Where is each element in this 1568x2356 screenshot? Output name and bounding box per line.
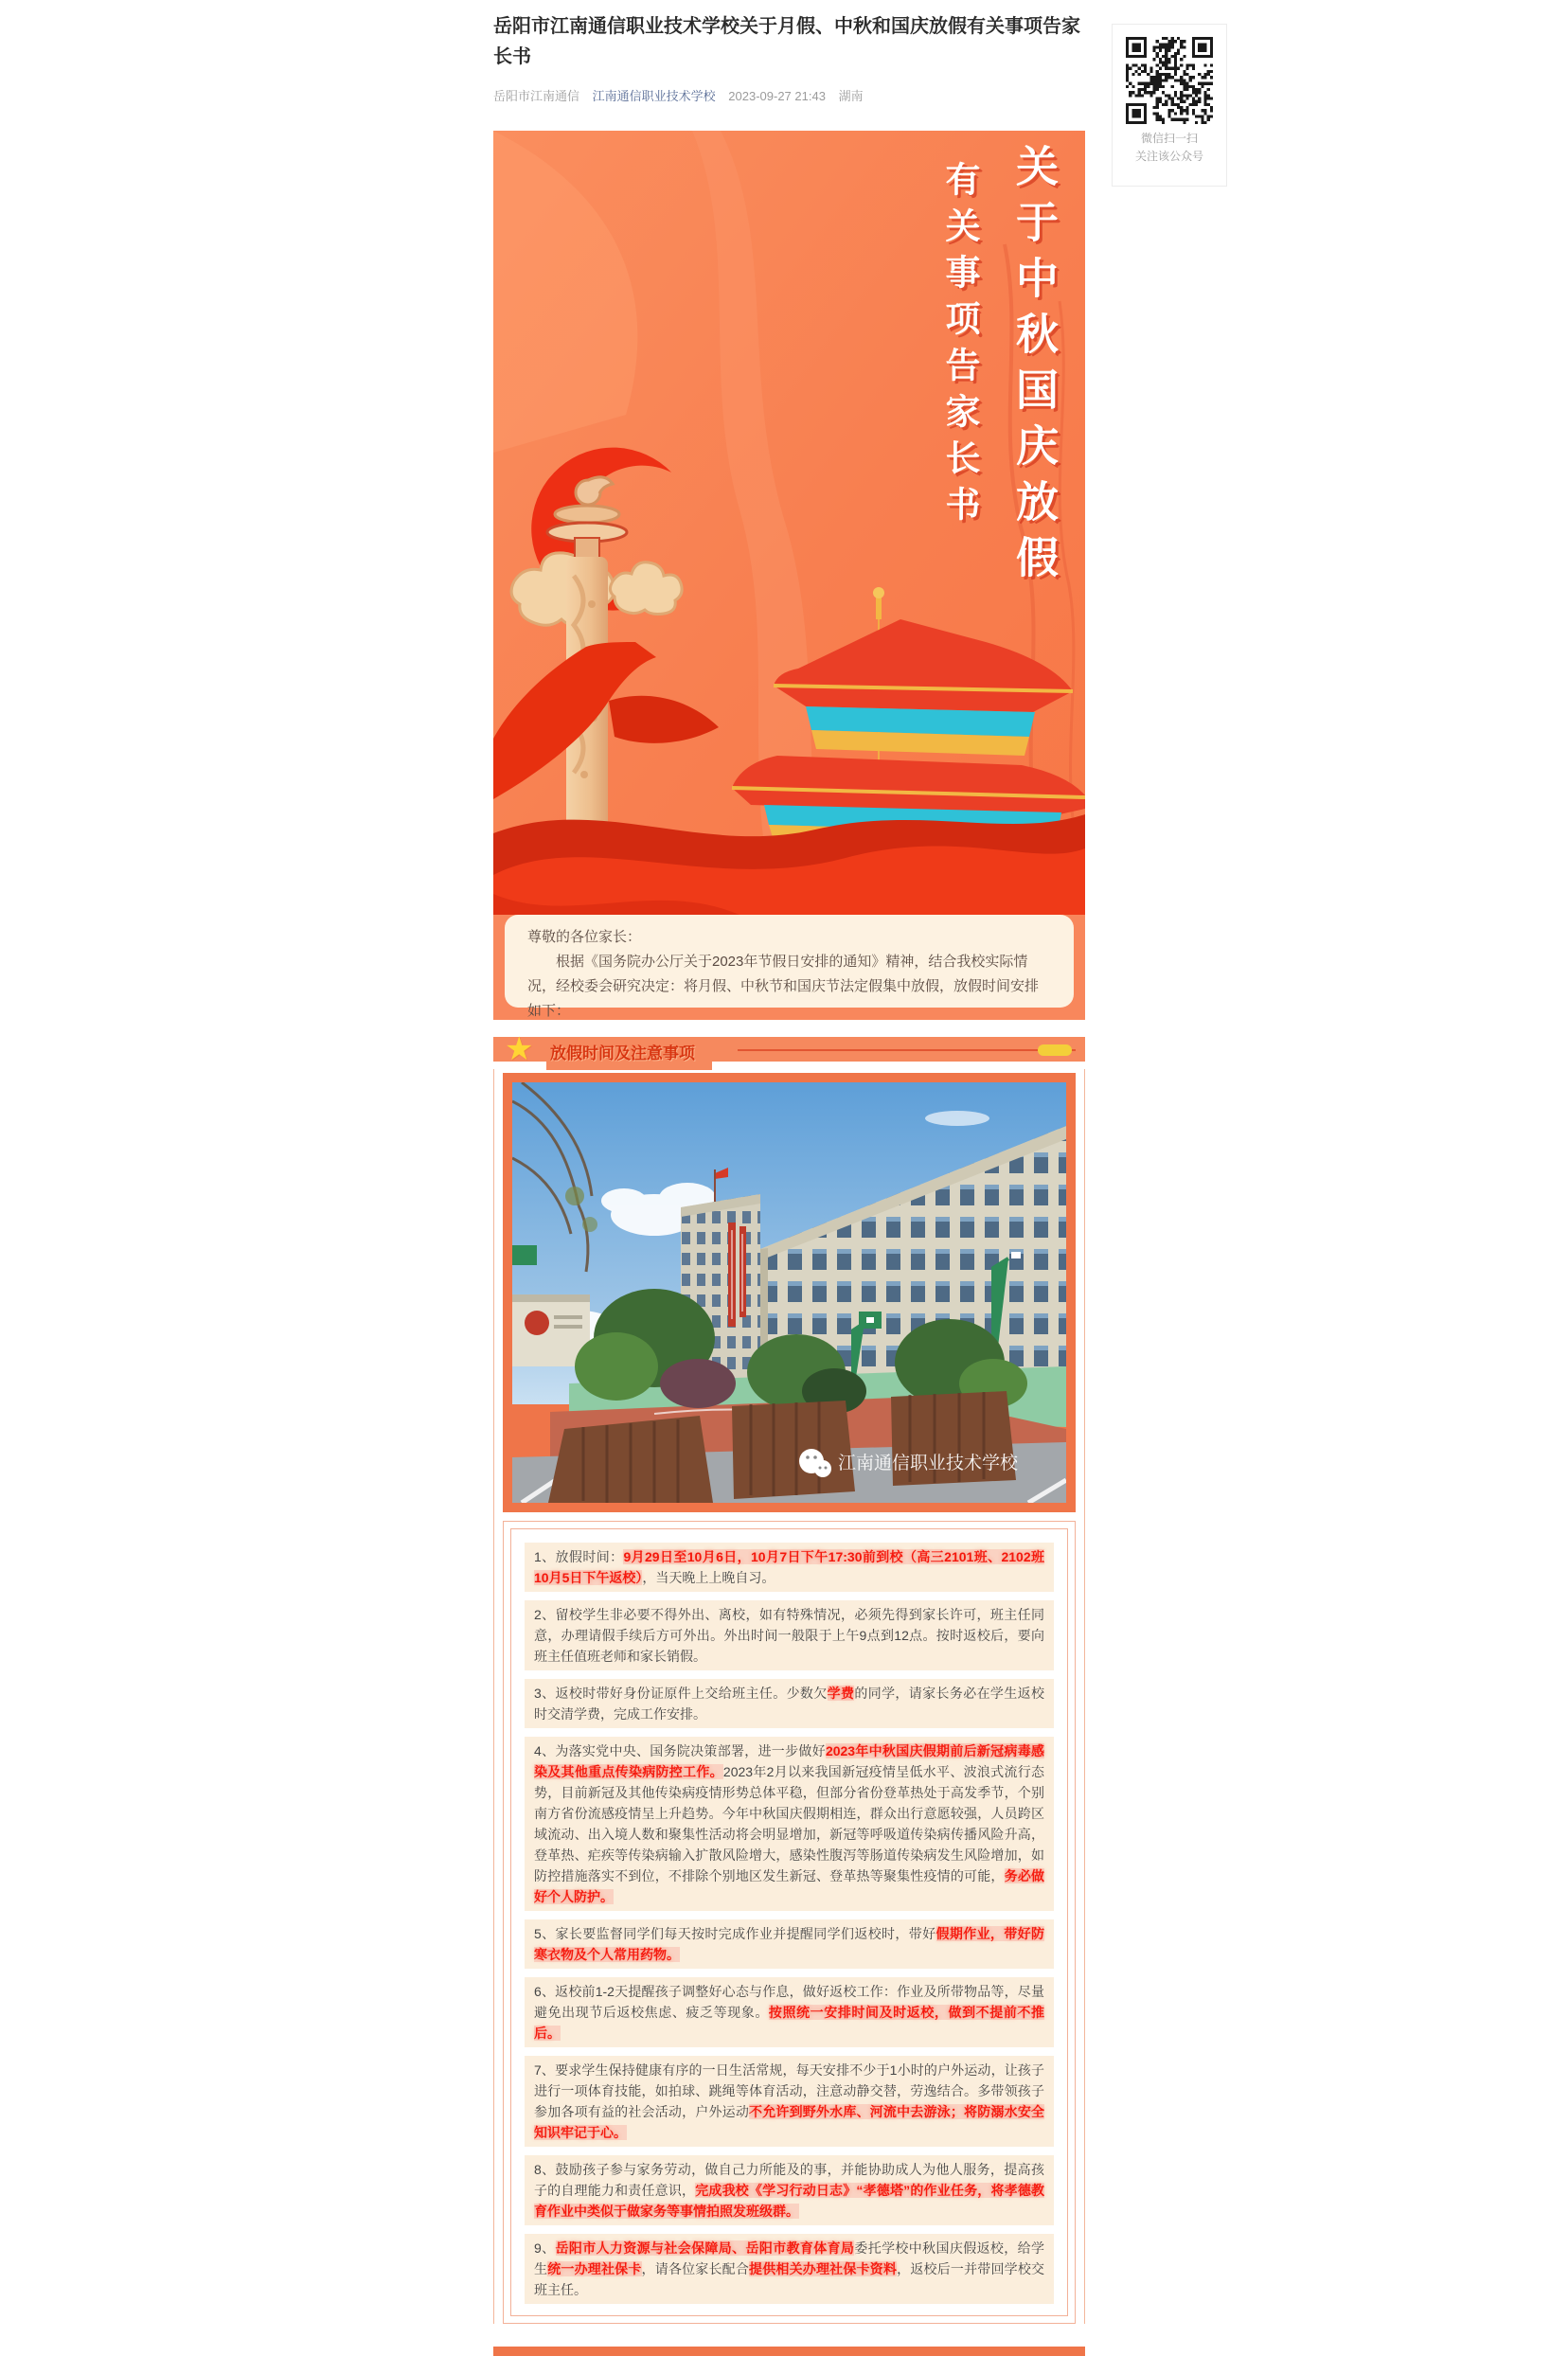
highlight-text: 9月29日至10月6日，10月7日下午17:30前到校（高三2101班、2102班10月5日下午返校） (534, 1549, 1044, 1585)
banner-tab (546, 1037, 712, 1070)
content-frame (493, 1069, 1085, 2324)
plain-text: 9、 (534, 2240, 556, 2256)
notice-paragraph (525, 1679, 1054, 1728)
school-photo (512, 1082, 1066, 1503)
plain-text: 7、要求学生保持健康有序的一日生活常规，每天安排不少于1小时的户外运动，让孩子进行一项体育技能，如拍球、跳绳等体育活动，注意动静交替，劳逸结合。多带领孩子参加各项有益的社会活动，户外运动 (534, 2062, 1044, 2119)
notice-paragraph (525, 1919, 1054, 1969)
greeting-strip (493, 915, 1085, 1020)
highlight-text: 完成我校《学习行动日志》“孝德塔”的作业任务，将孝德教育作业中类似于做家务等事情拍照发班级群。 (534, 2183, 1045, 2219)
publish-location: 湖南 (838, 89, 864, 103)
highlight-text: 按照统一安排时间及时返校，做到不提前不推后。 (534, 2005, 1045, 2041)
plain-text: 3、返校时带好身份证原件上交给班主任。少数欠 (534, 1686, 828, 1701)
notice-paragraph (525, 1600, 1054, 1670)
publish-date: 2023-09-27 21:43 (728, 89, 826, 103)
qr-caption-line1: 微信扫一扫 (1140, 132, 1198, 145)
plain-text: 2023年2月以来我国新冠疫情呈低水平、波浪式流行态势，目前新冠及其他传染病疫情形势总体平稳，但部分省份登革热处于高发季节，个别南方省份流感疫情呈上升趋势。今年中秋国庆假期相连，群众出行意愿较强，人员跨区域流动、出入境人数和聚集性活动将会明显增加，新冠等呼吸道传染病传播风险升高，登革热、疟疾等传染病输入扩散风险增大，感染性腹泻等肠道传染病发生风险增加，如防控措施落实不到位，不排除个别地区发生新冠、登革热等聚集性疫情的可能， (534, 1764, 1045, 1883)
highlight-text: 不允许到野外水库、河流中去游泳；将防溺水安全知识牢记于心。 (534, 2104, 1045, 2140)
star-icon: ★ (505, 1031, 534, 1067)
banner-pill (1038, 1044, 1072, 1056)
author-link[interactable]: 江南通信职业技术学校 (592, 89, 716, 103)
notice-paragraph (525, 1737, 1054, 1911)
banner-rule (738, 1049, 1076, 1051)
article (493, 0, 1085, 2324)
account-name[interactable]: 岳阳市江南通信 (493, 89, 580, 103)
notice-list (510, 1528, 1068, 2316)
school-photo-image (512, 1082, 1066, 1503)
bottom-divider-bar (493, 2347, 1085, 2356)
poster-illustration (493, 131, 1085, 915)
plain-text: ，返校后一并带回学校交班主任。 (534, 2261, 1045, 2297)
plain-text: 5、家长要监督同学们每天按时完成作业并提醒同学们返校时，带好 (534, 1926, 936, 1941)
highlight-text: 学费 (827, 1686, 855, 1701)
notice-paragraph (525, 2155, 1054, 2225)
plain-text: 8、鼓励孩子参与家务劳动，做自己力所能及的事，并能协助成人为他人服务，提高孩子的自理能力和责任意识， (534, 2162, 1044, 2198)
photo-watermark: 江南通信职业技术学校 (838, 1454, 1019, 1473)
qr-caption-line2: 关注该公众号 (1134, 150, 1203, 163)
section-banner (493, 1031, 1085, 1067)
page-title: 岳阳市江南通信职业技术学校关于月假、中秋和国庆放假有关事项告家长书 (493, 16, 1080, 67)
notice-box (503, 1521, 1076, 2324)
poster-title-main: 关于中秋国庆放假 (1009, 144, 1058, 591)
highlight-text: 岳阳市人力资源与社会保障局、岳阳市教育体育局 (555, 2240, 855, 2256)
photo-frame (503, 1073, 1076, 1512)
poster-title-sub: 有关事项告家长书 (940, 161, 979, 532)
notice-paragraph (525, 2056, 1054, 2147)
greeting-salutation: 尊敬的各位家长： (527, 929, 642, 945)
notice-paragraph (525, 1543, 1054, 1592)
greeting-body: 根据《国务院办公厅关于2023年节假日安排的通知》精神，结合我校实际情况，经校委会研究决定：将月假、中秋节和国庆节法定假集中放假，放假时间安排如下： (527, 954, 1040, 1019)
highlight-text: 假期作业，带好防寒衣物及个人常用药物。 (534, 1926, 1044, 1962)
article-meta (493, 86, 1085, 104)
plain-text: ，当天晚上上晚自习。 (642, 1570, 775, 1585)
plain-text: 4、为落实党中央、国务院决策部署，进一步做好 (534, 1743, 826, 1758)
plain-text: 6、返校前1-2天提醒孩子调整好心态与作息，做好返校工作：作业及所带物品等，尽量避免出现节后返校焦虑、疲乏等现象。 (534, 1984, 1044, 2020)
section-banner-title: 放假时间及注意事项 (550, 1044, 695, 1062)
qr-code-icon (1126, 37, 1213, 124)
greeting-box (505, 915, 1074, 1019)
highlight-text: 提供相关办理社保卡资料 (749, 2261, 898, 2276)
plain-text: 委托学校中秋国庆假返校，给学生 (534, 2240, 1044, 2276)
highlight-text: 务必做好个人防护。 (534, 1868, 1045, 1904)
notice-paragraph (525, 1977, 1054, 2047)
highlight-text: 2023年中秋国庆假期前后新冠病毒感染及其他重点传染病防控工作。 (534, 1743, 1044, 1779)
plain-text: ，请各位家长配合 (641, 2261, 750, 2276)
notice-paragraph (525, 2234, 1054, 2304)
highlight-text: 统一办理社保卡 (547, 2261, 642, 2276)
qr-panel (1112, 24, 1227, 187)
plain-text: 1、放假时间： (534, 1549, 624, 1564)
holiday-poster (493, 131, 1085, 915)
plain-text: 的同学，请家长务必在学生返校时交清学费，完成工作安排。 (534, 1686, 1044, 1722)
plain-text: 2、留校学生非必要不得外出、离校，如有特殊情况，必须先得到家长许可，班主任同意，办理请假手续后方可外出。外出时间一般限于上午9点到12点。按时返校后，要向班主任值班老师和家长销假。 (534, 1607, 1044, 1664)
